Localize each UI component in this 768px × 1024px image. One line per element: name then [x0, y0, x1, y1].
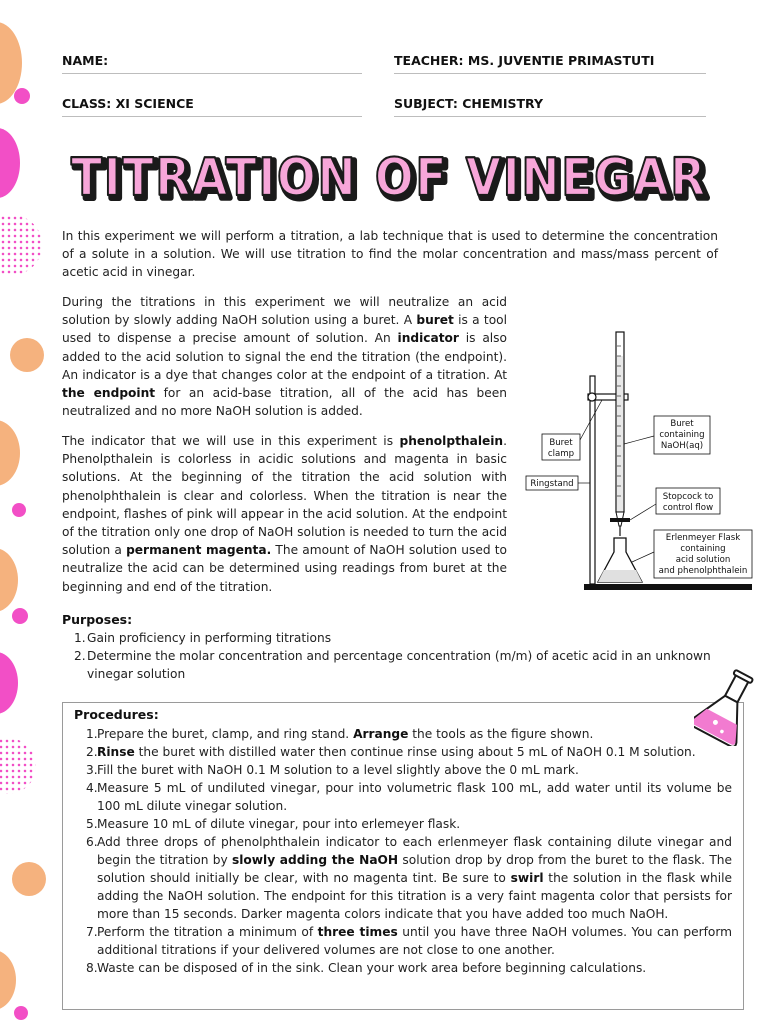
list-number: 1. [74, 631, 86, 645]
procedures-list [86, 725, 732, 977]
decor-pink-dot-2 [12, 503, 26, 517]
decor-peach-circle [10, 338, 44, 372]
purpose-1: Gain proficiency in performing titrations [87, 631, 332, 645]
name-label: NAME: [62, 53, 109, 68]
list-item [74, 647, 742, 683]
p3-bold-phenolpthalein: phenolpthalein [399, 434, 504, 448]
purposes-heading: Purposes: [62, 612, 133, 627]
label-flask-1: Erlenmeyer Flask [665, 533, 741, 543]
decor-dotted-circle-2 [0, 738, 36, 794]
stopcock [610, 518, 630, 522]
list-item [86, 743, 732, 761]
procedures-heading: Procedures: [74, 707, 159, 722]
label-clamp-1: Buret [549, 438, 573, 448]
intro-paragraph-1: In this experiment we will perform a titration, a lab technique that is used to determine the concentration of a solute in a solution. We will use titration to find the molar concentration and mass/mass percent of acetic acid in vinegar. [62, 229, 718, 280]
pointer-stopcock [630, 504, 656, 520]
decor-pink-blob-2 [0, 652, 18, 714]
procedure-7: Perform the titration a minimum of three times until you have three NaOH volumes. You can perform additional titrations if your delivered volumes are not close to one another. [97, 925, 733, 957]
list-item [86, 779, 732, 815]
label-buret-3: NaOH(aq) [660, 441, 704, 451]
p2-text-3: is also added to the acid solution to signal the end the titration (the endpoint). An indicator is a dye that changes color at the endpoint of a titration. At [62, 331, 507, 382]
teacher-label: TEACHER: MS. JUVENTIE PRIMASTUTI [394, 53, 655, 68]
class-label: CLASS: XI SCIENCE [62, 96, 194, 111]
label-buret-1: Buret [670, 419, 694, 429]
ringstand-base [584, 584, 752, 590]
p3-bold-magenta: permanent magenta. [126, 543, 272, 558]
intro-paragraph-3 [62, 432, 507, 596]
procedure-4: Measure 5 mL of undiluted vinegar, pour into volumetric flask 100 mL, add water until its volume be 100 mL dilute vinegar solution. [97, 781, 732, 813]
list-number: 1. [86, 727, 98, 741]
titration-diagram [524, 326, 756, 598]
page-title [60, 142, 720, 212]
decor-peach-blob [0, 420, 20, 486]
p2-text-2: is a tool used to dispense a precise amount of solution. An [62, 313, 508, 346]
title-svg [60, 142, 720, 212]
buret-liquid [617, 356, 623, 511]
list-number: 2. [86, 745, 98, 759]
decor-pink-dot-4 [14, 1006, 28, 1020]
label-ringstand: Ringstand [530, 479, 574, 489]
clamp-screw [588, 393, 596, 401]
decor-pink-dot-3 [12, 608, 28, 624]
p3-text-1: The indicator that we will use in this experiment is [62, 434, 400, 448]
intro-paragraph-2 [62, 293, 507, 420]
p2-text-4: for an acid-base titration, all of the acid has been neutralized and no more NaOH solution is added. [62, 386, 507, 419]
label-flask-4: and phenolphthalein [658, 566, 748, 576]
list-number: 7. [86, 925, 98, 939]
list-number: 8. [86, 961, 98, 975]
list-number: 4. [86, 781, 98, 795]
list-item [86, 815, 732, 833]
list-item [74, 629, 742, 647]
subject-label: SUBJECT: CHEMISTRY [394, 96, 544, 111]
label-stopcock-2: control flow [662, 503, 714, 513]
pointer-buret [624, 436, 654, 444]
p2-bold-endpoint: the endpoint [62, 386, 156, 401]
list-number: 2. [74, 649, 86, 663]
label-stopcock-1: Stopcock to [662, 492, 714, 502]
label-clamp-2: clamp [547, 449, 575, 459]
list-number: 3. [86, 763, 98, 777]
procedure-5: Measure 10 mL of dilute vinegar, pour into erlemeyer flask. [97, 817, 461, 831]
procedure-8: Waste can be disposed of in the sink. Clean your work area before beginning calculations. [97, 961, 647, 975]
ringstand-pole [590, 376, 595, 584]
p2-text-1: During the titrations in this experiment we will neutralize an acid solution by slowly adding NaOH solution using a buret. A [62, 295, 507, 328]
label-flask-3: acid solution [675, 555, 731, 565]
procedure-1: Prepare the buret, clamp, and ring stand. Arrange the tools as the figure shown. [97, 727, 594, 741]
teacher-line [394, 73, 706, 74]
list-item [86, 761, 732, 779]
decor-peach-blob-2 [0, 548, 18, 612]
label-buret-2: containing [659, 430, 705, 440]
procedure-3: Fill the buret with NaOH 0.1 M solution to a level slightly above the 0 mL mark. [97, 763, 579, 777]
list-item [86, 923, 732, 959]
label-flask-2: containing [680, 544, 726, 554]
diagram-svg [524, 326, 756, 598]
class-line [62, 116, 362, 117]
flask-liquid [598, 570, 642, 582]
decor-peach-blob-3 [0, 950, 16, 1010]
p2-bold-indicator: indicator [397, 331, 459, 346]
decor-dotted-circle [0, 215, 42, 275]
pointer-flask [632, 552, 654, 562]
purpose-2: Determine the molar concentration and percentage concentration (m/m) of acetic acid in an unknown vinegar solution [87, 649, 711, 681]
procedure-6: Add three drops of phenolphthalein indicator to each erlenmeyer flask containing dilute vinegar and begin the titration by slowly adding the NaOH solution drop by drop from the buret to the flask. The solution should initially be clear, with no magenta tint. Be sure to swirl the solution in the flask while adding the NaOH solution. The endpoint for this titration is a very faint magenta color that persists for more than 15 seconds. Darker magenta colors indicate that you have added too much NaOH. [97, 835, 733, 921]
list-item [86, 833, 732, 923]
p3-text-3: The amount of NaOH solution used to neutralize the acid can be determined using readings from buret at the beginning and end of the titration. [62, 543, 507, 594]
purposes-list [74, 629, 742, 683]
decor-peach-circle-2 [12, 862, 46, 896]
decor-pink-dot [14, 88, 30, 104]
list-number: 5. [86, 817, 98, 831]
name-line [62, 73, 362, 74]
list-item [86, 725, 732, 743]
list-item [86, 959, 732, 977]
p2-bold-buret: buret [416, 313, 454, 328]
subject-line [394, 116, 706, 117]
list-number: 6. [86, 835, 98, 849]
decor-pink-blob [0, 128, 20, 198]
p3-text-2: . Phenolpthalein is colorless in acidic solutions and magenta in basic solutions. At the beginning of the titration the acid solution with phenolphthalein is clear and colorless. When the titration is near the endpoint, flashes of pink will appear in the acid solution. At the endpoint of the titration only one drop of NaOH solution is needed to turn the acid solution a [62, 434, 507, 558]
title-shadow: TITRATION OF VINEGAR [74, 151, 710, 211]
procedure-2: Rinse the buret with distilled water then continue rinse using about 5 mL of NaOH 0.1 M solution. [97, 745, 696, 759]
title-text: TITRATION OF VINEGAR [71, 148, 707, 208]
